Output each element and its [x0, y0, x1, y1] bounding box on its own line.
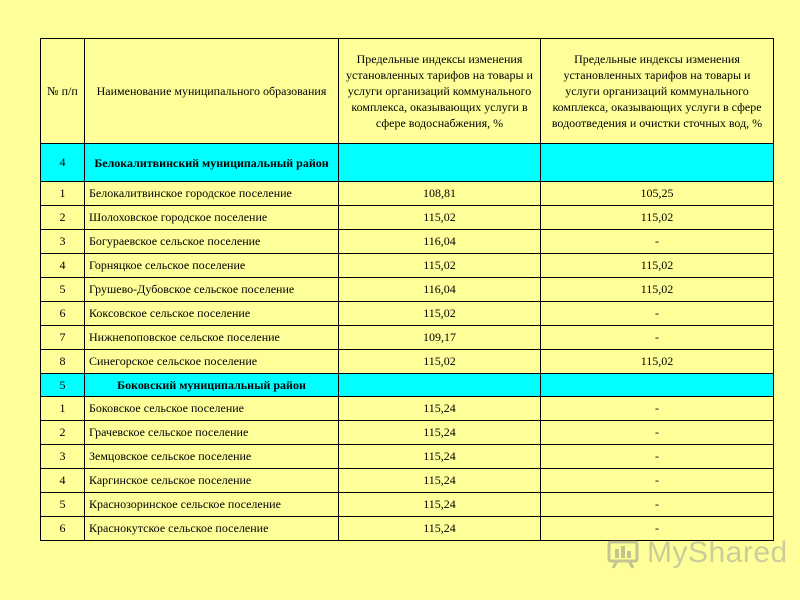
row-name: Богураевское сельское поселение [85, 230, 339, 254]
table-header-row [41, 39, 774, 144]
row-name: Грушево-Дубовское сельское поселение [85, 278, 339, 302]
row-num: 7 [41, 326, 85, 350]
row-num: 2 [41, 421, 85, 445]
row-name: Каргинское сельское поселение [85, 469, 339, 493]
row-water-value: 108,81 [339, 182, 541, 206]
section-row [41, 144, 774, 182]
row-name: Земцовское сельское поселение [85, 445, 339, 469]
table-row [41, 397, 774, 421]
presentation-board-icon [607, 537, 641, 569]
row-num: 1 [41, 182, 85, 206]
row-sewage-value: - [541, 326, 774, 350]
row-sewage-value: - [541, 302, 774, 326]
row-water-value: 115,24 [339, 397, 541, 421]
section-empty-cell [541, 144, 774, 182]
row-water-value: 109,17 [339, 326, 541, 350]
section-num: 4 [41, 144, 85, 182]
table-row [41, 278, 774, 302]
row-name: Шолоховское городское поселение [85, 206, 339, 230]
row-sewage-value: - [541, 230, 774, 254]
row-num: 2 [41, 206, 85, 230]
header-water: Предельные индексы изменения установленных тарифов на товары и услуги организаций коммунального комплекса, оказывающих услуги в сфере водоснабжения, % [339, 39, 541, 144]
row-name: Коксовское сельское поселение [85, 302, 339, 326]
watermark-text: MyShared [647, 536, 788, 569]
table-row [41, 206, 774, 230]
row-sewage-value: - [541, 469, 774, 493]
row-sewage-value: - [541, 397, 774, 421]
row-sewage-value: 115,02 [541, 206, 774, 230]
row-name: Краснокутское сельское поселение [85, 517, 339, 541]
header-name: Наименование муниципального образования [85, 39, 339, 144]
row-sewage-value: 115,02 [541, 278, 774, 302]
row-sewage-value: 115,02 [541, 254, 774, 278]
header-sewage: Предельные индексы изменения установленных тарифов на товары и услуги организаций коммунального комплекса, оказывающих услуги в сфере водоотведения и очистки сточных вод, % [541, 39, 774, 144]
table-row [41, 493, 774, 517]
table-row [41, 230, 774, 254]
row-name: Грачевское сельское поселение [85, 421, 339, 445]
row-water-value: 115,02 [339, 254, 541, 278]
section-name: Белокалитвинский муниципальный район [85, 144, 339, 182]
row-num: 6 [41, 302, 85, 326]
row-num: 5 [41, 493, 85, 517]
row-name: Краснозоринское сельское поселение [85, 493, 339, 517]
row-water-value: 115,02 [339, 302, 541, 326]
row-water-value: 115,02 [339, 206, 541, 230]
row-name: Боковское сельское поселение [85, 397, 339, 421]
section-empty-cell [339, 144, 541, 182]
row-name: Горняцкое сельское поселение [85, 254, 339, 278]
header-num: № п/п [41, 39, 85, 144]
row-water-value: 115,24 [339, 493, 541, 517]
section-empty-cell [541, 374, 774, 397]
table-row [41, 469, 774, 493]
row-water-value: 115,02 [339, 350, 541, 374]
row-name: Нижнепоповское сельское поселение [85, 326, 339, 350]
table-row [41, 182, 774, 206]
row-num: 1 [41, 397, 85, 421]
row-num: 4 [41, 469, 85, 493]
watermark-logo [607, 536, 788, 570]
row-sewage-value: - [541, 421, 774, 445]
table-row [41, 421, 774, 445]
row-num: 5 [41, 278, 85, 302]
row-num: 3 [41, 230, 85, 254]
table-row [41, 445, 774, 469]
row-name: Синегорское сельское поселение [85, 350, 339, 374]
row-sewage-value: 105,25 [541, 182, 774, 206]
table-row [41, 326, 774, 350]
row-sewage-value: - [541, 445, 774, 469]
row-name: Белокалитвинское городское поселение [85, 182, 339, 206]
row-water-value: 116,04 [339, 278, 541, 302]
row-num: 3 [41, 445, 85, 469]
row-water-value: 115,24 [339, 469, 541, 493]
row-sewage-value: 115,02 [541, 350, 774, 374]
section-num: 5 [41, 374, 85, 397]
row-water-value: 115,24 [339, 517, 541, 541]
section-row [41, 374, 774, 397]
table-row [41, 254, 774, 278]
row-num: 6 [41, 517, 85, 541]
row-sewage-value: - [541, 493, 774, 517]
table-row [41, 350, 774, 374]
row-num: 4 [41, 254, 85, 278]
section-name: Боковский муниципальный район [85, 374, 339, 397]
row-num: 8 [41, 350, 85, 374]
row-water-value: 115,24 [339, 445, 541, 469]
row-water-value: 116,04 [339, 230, 541, 254]
row-water-value: 115,24 [339, 421, 541, 445]
tariff-table [40, 38, 774, 541]
row-sewage-value: - [541, 517, 774, 541]
section-empty-cell [339, 374, 541, 397]
table-row [41, 302, 774, 326]
